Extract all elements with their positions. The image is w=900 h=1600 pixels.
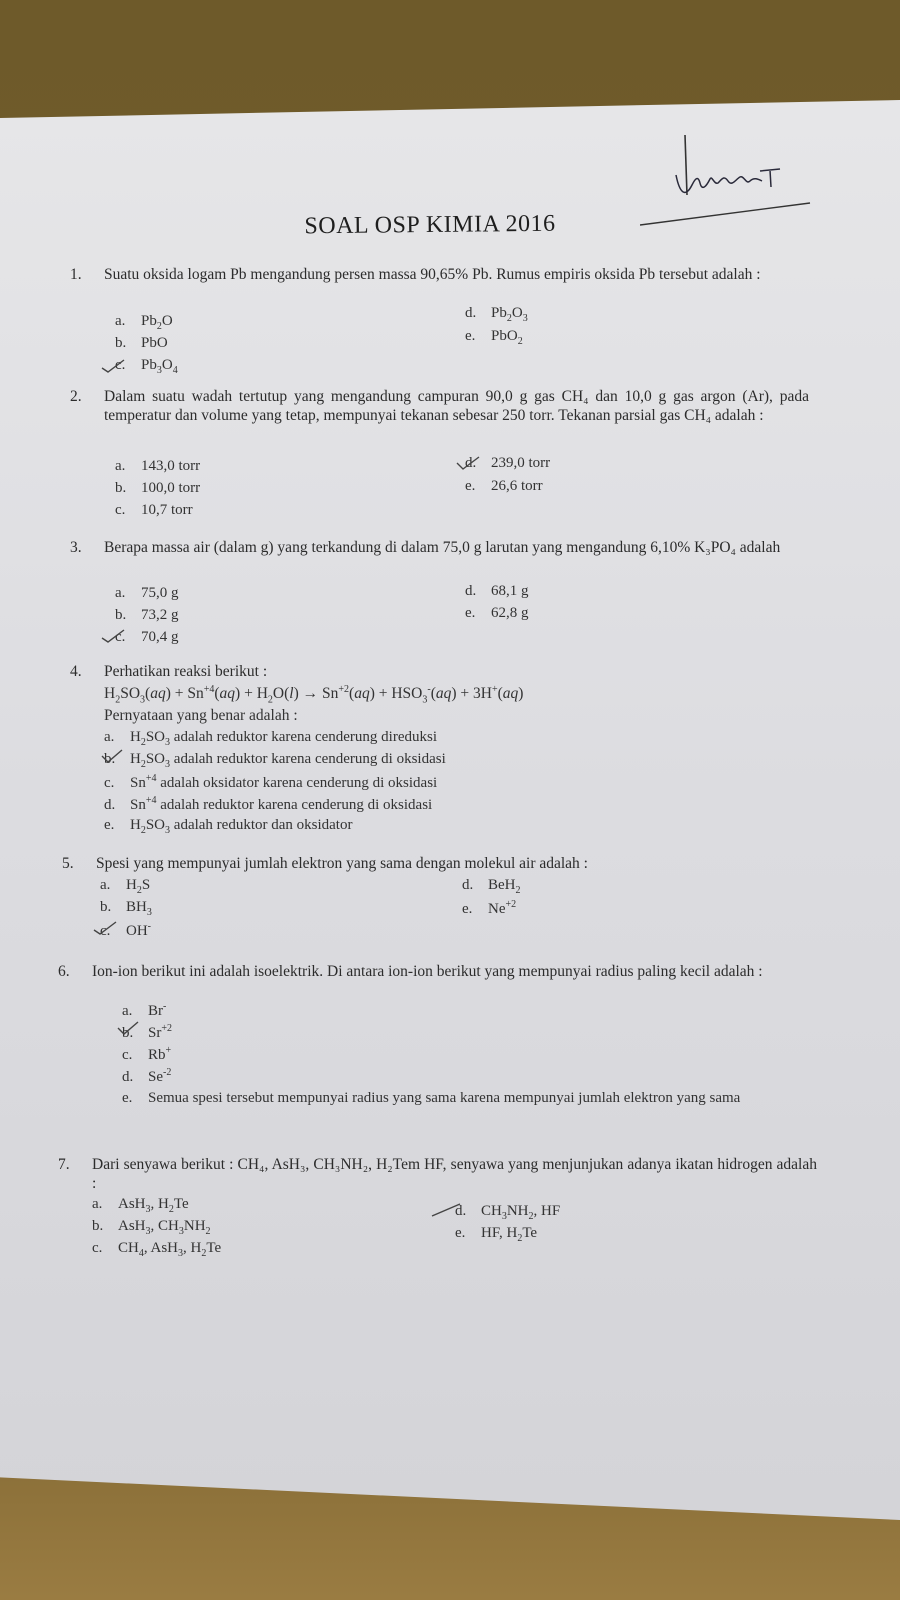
reaction-equation: $H_2SO_3(aq) + Sn^{+4}(aq) + H_2O(l) \to Sn^{+2}(aq) + HSO_3^-(aq) + 3H^+(aq)$ [104,684,524,706]
option-1e: e. PbO$_2$ [465,328,523,347]
option-7c: c. $CH_4$, AsH$_3$, $H_2Te$ [92,1240,222,1259]
option-3a: a. 75,0 g [115,585,179,601]
check-mark-icon [100,358,128,374]
check-mark-icon [100,628,128,644]
check-mark-icon [455,455,483,471]
option-2e: e. 26,6 torr [465,478,543,494]
option-3b: b. 73,2 g [115,607,179,623]
option-5c: c. OH- [100,921,152,939]
question-text: Suatu oksida logam Pb mengandung persen massa 90,65% Pb. Rumus empiris oksida Pb tersebut adalah : [104,266,761,283]
question-number: 4. [70,663,82,680]
question-text: Dari senyawa berikut : CH₄, AsH₃, CH₃NH₂, H₂Tem HF, senyawa yang menjunjukan adanya ikatan hidrogen adalah : [92,1156,817,1192]
question-text: Ion-ion berikut ini adalah isoelektrik. Di antara ion-ion berikut yang mempunyai radius paling kecil adalah : [92,963,763,980]
option-1a: a. $Pb_2O$ [115,313,173,332]
option-6a: a. Br- [122,1001,167,1019]
option-3c: c. 70,4 g [115,629,179,645]
option-6e: e. Semua spesi tersebut mempunyai radius yang sama karena mempunyai jumlah elektron yang sama [122,1090,741,1106]
question-text: Spesi yang mempunyai jumlah elektron yang sama dengan molekul air adalah : [96,855,588,872]
option-2b: b. 100,0 torr [115,480,201,496]
option-4a: a. $H_2SO_3$ adalah reduktor karena cenderung direduksi [104,729,437,748]
question-number: 5. [62,855,74,872]
option-6d: d. $Se^{-2}$ [122,1067,172,1085]
question-text: Berapa massa air (dalam g) yang terkandung di dalam 75,0 g larutan yang mengandung 6,10% K₃PO₄ adalah [104,539,781,556]
option-5a: a. $H_2S$ [100,877,151,896]
page-title: SOAL OSP KIMIA 2016 [304,210,556,240]
option-5d: d. BeH$_2$ [462,877,521,896]
option-1b: b. PbO [115,335,168,351]
option-4c: c. $Sn^{+4}$ adalah oksidator karena cenderung di oksidasi [104,773,438,791]
option-7d: d. $CH_3NH_2$, HF [455,1203,561,1222]
question-text: Perhatikan reaksi berikut : [104,663,268,680]
option-7a: a. AsH$_3$, $H_2Te$ [92,1196,189,1215]
option-5e: e. $Ne^{+2}$ [462,899,517,917]
option-4d: d. $Sn^{+4}$ adalah reduktor karena cenderung di oksidasi [104,795,433,813]
question-number: 6. [58,963,70,980]
check-mark-icon [116,1020,144,1036]
option-2c: c. 10,7 torr [115,502,193,518]
question-number: 7. [58,1156,70,1173]
question-text: Pernyataan yang benar adalah : [104,707,298,724]
option-5b: b. $BH_3$ [100,899,152,918]
option-3d: d. 68,1 g [465,583,529,599]
question-number: 1. [70,266,82,283]
option-4b: b. $H_2SO_3$ adalah reduktor karena cenderung di oksidasi [104,751,446,770]
option-7e: e. HF, $H_2Te$ [455,1225,538,1244]
check-mark-icon [430,1202,464,1218]
option-4e: e. $H_2SO_3$ adalah reduktor dan oksidator [104,817,353,836]
option-2a: a. 143,0 torr [115,458,201,474]
option-1d: d. $Pb_2O_3$ [465,305,528,324]
option-1c: c. $Pb_3O_4$ [115,357,178,376]
option-3e: e. 62,8 g [465,605,529,621]
check-mark-icon [92,920,120,936]
option-6b: b. $Sr^{+2}$ [122,1023,172,1041]
check-mark-icon [100,748,128,764]
option-6c: c. Rb+ [122,1045,172,1063]
option-2d: d. 239,0 torr [465,455,551,471]
question-text: Dalam suatu wadah tertutup yang mengandung campuran 90,0 g gas CH₄ dan 10,0 g gas argon (Ar), pada temperatur dan volume yang tetap, mempunyai tekanan sebesar 250 torr. Tekanan parsial gas CH₄ adalah : [104,388,809,424]
question-number: 2. [70,388,82,405]
question-number: 3. [70,539,82,556]
option-7b: b. AsH$_3$, $CH_3NH_2$ [92,1218,211,1237]
